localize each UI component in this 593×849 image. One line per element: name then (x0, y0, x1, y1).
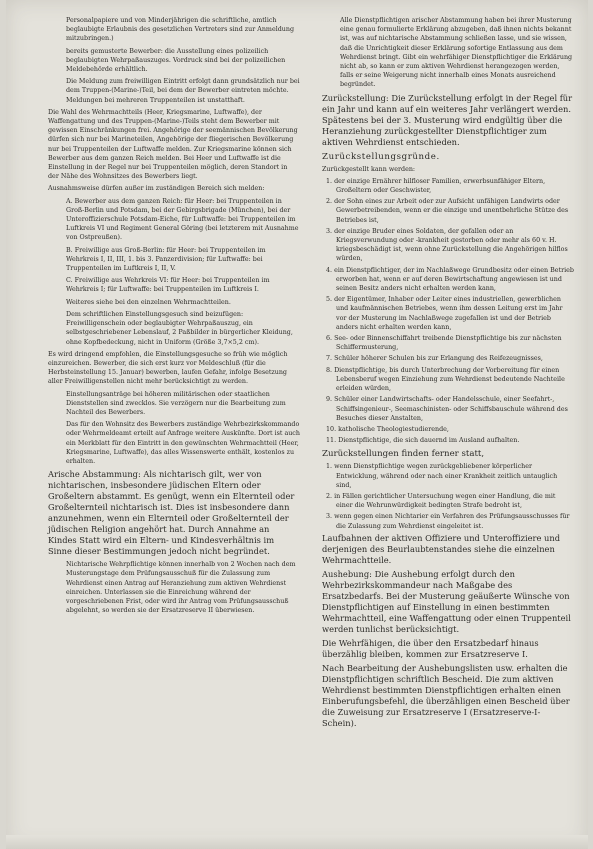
list-item: 5. der Eigentümer, Inhaber oder Leiter eines industriellen, gewerblichen und kaufmännischen Betriebes, wenn ihm dessen Leitung erst im Jahr vor der Musterung im Nachlaßwege zugefallen ist und der Betrieb anders nicht erhalten werden kann, (326, 296, 563, 331)
page-bottom-shadow (6, 835, 588, 849)
paragraph: Nichtarische Wehrpflichtige können innerhalb von 2 Wochen nach dem Musterungstage dem Prüfungsausschuß für die Zulassung zum Wehrdienst einen Antrag auf Heranziehung zum aktiven Wehrdienst einreichen. Unterlassen sie die Einreichung während der vorgeschriebenen Frist, oder wird ihr Antrag vom Prüfungsausschuß abgelehnt, so werden sie der Ersatzreserve II überwiesen. (66, 561, 296, 615)
list-item: 3. der einzige Bruder eines Soldaten, der gefallen oder an Kriegsverwundung oder -krankheit gestorben oder mehr als 60 v. H. kriegsbeschädigt ist, wenn ohne Zurückstellung die Angehörigen hilflos würden, (326, 227, 568, 263)
paragraph: Nach Bearbeitung der Aushebungslisten usw. erhalten die Dienstpflichtigen schriftlich Bescheid. Die zum aktiven Wehrdienst bestimmten Dienstpflichtigen erhalten einen Einberufungsbefehl, die überzähligen einen Bescheid über die Zuweisung zur Ersatzreserve I (Ersatzreserve-I-Schein). (322, 662, 570, 728)
paragraph: Dem schriftlichen Einstellungsgesuch sind beizufügen: Freiwilligenschein oder beglaubigter Wehrpaßauszug, ein selbstgeschriebener Lebenslauf, 2 Paßbilder in bürgerlicher Kleidung, ohne Kopfbedeckung, nicht in Uniform (Größe 3,7×5,2 cm). (66, 310, 293, 346)
list-item: 3. wenn gegen einen Nichtarier ein Verfahren des Prüfungsausschusses für die Zulassung zum Wehrdienst eingeleitet ist. (326, 513, 570, 530)
paragraph: Arische Abstammung: Als nichtarisch gilt, wer von nichtarischen, insbesondere jüdischen Eltern oder Großeltern abstammt. Es genügt, wenn ein Elternteil oder Großelternteil nichtarisch ist. Dies ist insbesondere dann anzunehmen, wenn ein Elternteil oder Großelternteil der jüdischen Religion angehört hat. Durch Annahme an Kindes Statt wird ein Eltern- und Kindesverhältnis im Sinne dieser Bestimmungen jedoch nicht begründet. (48, 469, 295, 557)
deferral-list-2 (322, 462, 574, 530)
list-item: C. Freiwillige aus Wehrkreis VI: für Heer: bei Truppenteilen im Wehrkreis I; für Luftwaffe: bei Truppenteilen im Luftkreis I. (66, 277, 270, 294)
paragraph: Die Wahl des Wehrmachtteils (Heer, Kriegsmarine, Luftwaffe), der Waffengattung und des Truppen-(Marine-)Teils steht dem Bewerber mit gewissen Einschränkungen frei. Angehörige der seemännischen Bevölkerung dürfen sich nur bei Marineteilen, Angehörige der fliegerischen Bevölkerung nur bei Truppenteilen der Luftwaffe melden. Zur Kriegsmarine können sich Bewerber aus dem ganzen Reich melden. Bei Heer und Luftwaffe ist die Einstellung in der Regel nur bei Truppenteilen möglich, deren Standort in der Nähe des Wohnsitzes des Bewerbers liegt. (48, 108, 298, 181)
list-item: B. Freiwillige aus Groß-Berlin: für Heer: bei Truppenteilen im Wehrkreis I, II, III, 1. bis 3. Panzerdivision; für Luftwaffe: bei Truppenteilen im Luftkreis I, II, V. (66, 246, 266, 273)
section-heading: Zurückstellungsgründe. (322, 151, 440, 162)
paragraph: Weiteres siehe bei den einzelnen Wehrmachtteilen. (66, 298, 231, 306)
paragraph: Alle Dienstpflichtigen arischer Abstammung haben bei ihrer Musterung eine genau formulierte Erklärung abzugeben, daß ihnen nichts bekannt ist, was auf nichtarische Abstammung schließen lasse, und sie wissen, daß die Unrichtigkeit dieser Erklärung sofortige Entlassung aus dem Wehrdienst bringt. Gibt ein wehrfähiger Dienstpflichtiger die Erklärung nicht ab, so kann er zum aktiven Wehrdienst herangezogen werden, falls er seine Weigerung nicht innerhalb eines Monats ausreichend begründet. (340, 17, 573, 89)
paragraph: Zurückgestellt kann werden: (322, 165, 416, 173)
paragraph: Die Meldung zum freiwilligen Eintritt erfolgt dann grundsätzlich nur bei dem Truppen-(Marine-)Teil, bei dem der Bewerber eintreten möchte. Meldungen bei mehreren Truppenteilen ist unstatthaft. (66, 78, 300, 104)
list-item: A. Bewerber aus dem ganzen Reich: für Heer: bei Truppenteilen in Groß-Berlin und Potsdam, bei der Gebirgsbrigade (München), bei der Unteroffizierschule Potsdam-Eiche, für Luftwaffe: bei Truppenteilen im Luftkreis VI und Regiment General Göring (bei letzterem mit Ausnahme von Ostpreußen). (66, 197, 299, 242)
paragraph: Das für den Wohnsitz des Bewerbers zuständige Wehrbezirkskommando oder Wehrmeldeamt erteilt auf Anfrage weitere Auskünfte. Dort ist auch ein Merkblatt für den Eintritt in den gewünschten Wehrmachtteil (Heer, Kriegsmarine, Luftwaffe), das alles Wissenswerte enthält, kostenlos zu erhalten. (66, 421, 300, 465)
list-item: 10. katholische Theologiestudierende, (326, 425, 449, 433)
paragraph: bereits gemusterte Bewerber: die Ausstellung eines polizeilich beglaubigten Wehrpaßauszuges. Vordruck sind bei der polizeilichen Meldebehörde erhältlich. (66, 47, 286, 74)
paragraph: Einstellungsanträge bei höheren militärischen oder staatlichen Dienststellen sind zwecklos. Sie verzögern nur die Bearbeitung zum Nachteil des Bewerbers. (66, 390, 286, 416)
paragraph: Personalpapiere und von Minderjährigen die schriftliche, amtlich beglaubigte Erlaubnis des gesetzlichen Vertreters sind zur Anmeldung mitzubringen.) (66, 17, 295, 43)
right-column (322, 16, 574, 732)
list-item: 4. ein Dienstpflichtiger, der im Nachlaßwege Grundbesitz oder einen Betrieb erworben hat, wenn er auf deren Bewirtschaftung angewiesen ist und seinen Besitz anders nicht erhalten werden kann, (326, 266, 574, 293)
section-heading: Zurückstellung: Die Zurückstellung erfolgt in der Regel für ein Jahr und kann auf ein weiteres Jahr verlängert werden. Spätestens bei der 3. Musterung wird endgültig über die Heranziehung zurückgestellter Dienstpflichtiger zum aktiven Wehrdienst entschieden. (322, 92, 573, 147)
paragraph: Es wird dringend empfohlen, die Einstellungsgesuche so früh wie möglich einzureichen. Bewerber, die sich erst kurz vor Meldeschluß (für die Herbsteinstellung 15. Januar) bewerben, laufen Gefahr, infolge Besetzung aller Freiwilligenstellen nicht mehr berücksichtigt zu werden. (48, 350, 288, 386)
deferral-list (322, 177, 574, 445)
section-heading: Zurückstellungen finden ferner statt, (322, 449, 485, 460)
paragraph: Laufbahnen der aktiven Offiziere und Unteroffiziere und derjenigen des Beurlaubtenstandes siehe die einzelnen Wehrmachtteile. (322, 532, 561, 565)
list-item: 7. Schüler höherer Schulen bis zur Erlangung des Reifezeugnisses, (326, 355, 543, 363)
list-item: 11. Dienstpflichtige, die sich dauernd im Ausland aufhalten. (326, 437, 520, 445)
paragraph: Aushebung: Die Aushebung erfolgt durch den Wehrbezirkskommandeur nach Maßgabe des Ersatzbedarfs. Bei der Musterung geäußerte Wünsche von Dienstpflichtigen auf Einstellung in einen bestimmten Wehrmachtteil, eine Waffengattung oder einen Truppenteil werden tunlichst berücksichtigt. (322, 568, 571, 634)
list-item: 8. Dienstpflichtige, bis durch Unterbrechung der Vorbereitung für einen Lebensberuf wegen Einziehung zum Wehrdienst bedeutende Nachteile erleiden würden, (326, 366, 565, 393)
list-item: 9. Schüler einer Landwirtschafts- oder Handelsschule, einer Seefahrt-, Schiffsingenieur-, Seemaschinisten- oder Schiffsbauschule während des Besuches dieser Anstalten, (326, 396, 568, 422)
list-item: 1. wenn Dienstpflichtige wegen zurückgebliebener körperlicher Entwicklung, während oder nach einer Krankheit zeitlich untauglich sind, (326, 463, 558, 489)
document-page (6, 0, 588, 849)
list-item: 1. der einzige Ernährer hilfloser Familien, erwerbsunfähiger Eltern, Großeltern oder Geschwister, (326, 177, 546, 195)
list-item: 2. der Sohn eines zur Arbeit oder zur Aufsicht unfähigen Landwirts oder Gewerbetreibenden, wenn er die einzige und unentbehrliche Stütze des Betriebes ist, (326, 198, 569, 224)
paragraph: Die Wehrfähigen, die über den Ersatzbedarf hinaus überzählig bleiben, kommen zur Ersatzreserve I. (322, 637, 539, 659)
left-column (48, 16, 300, 618)
paragraph: Ausnahmsweise dürfen außer im zuständigen Bereich sich melden: (48, 185, 265, 193)
list-item: 2. in Fällen gerichtlicher Untersuchung wegen einer Handlung, die mit einer die Wehrunwürdigkeit bedingten Strafe bedroht ist, (326, 492, 556, 510)
list-item: 6. See- oder Binnenschiffahrt treibende Dienstpflichtige bis zur nächsten Schiffermusterung, (326, 335, 562, 352)
